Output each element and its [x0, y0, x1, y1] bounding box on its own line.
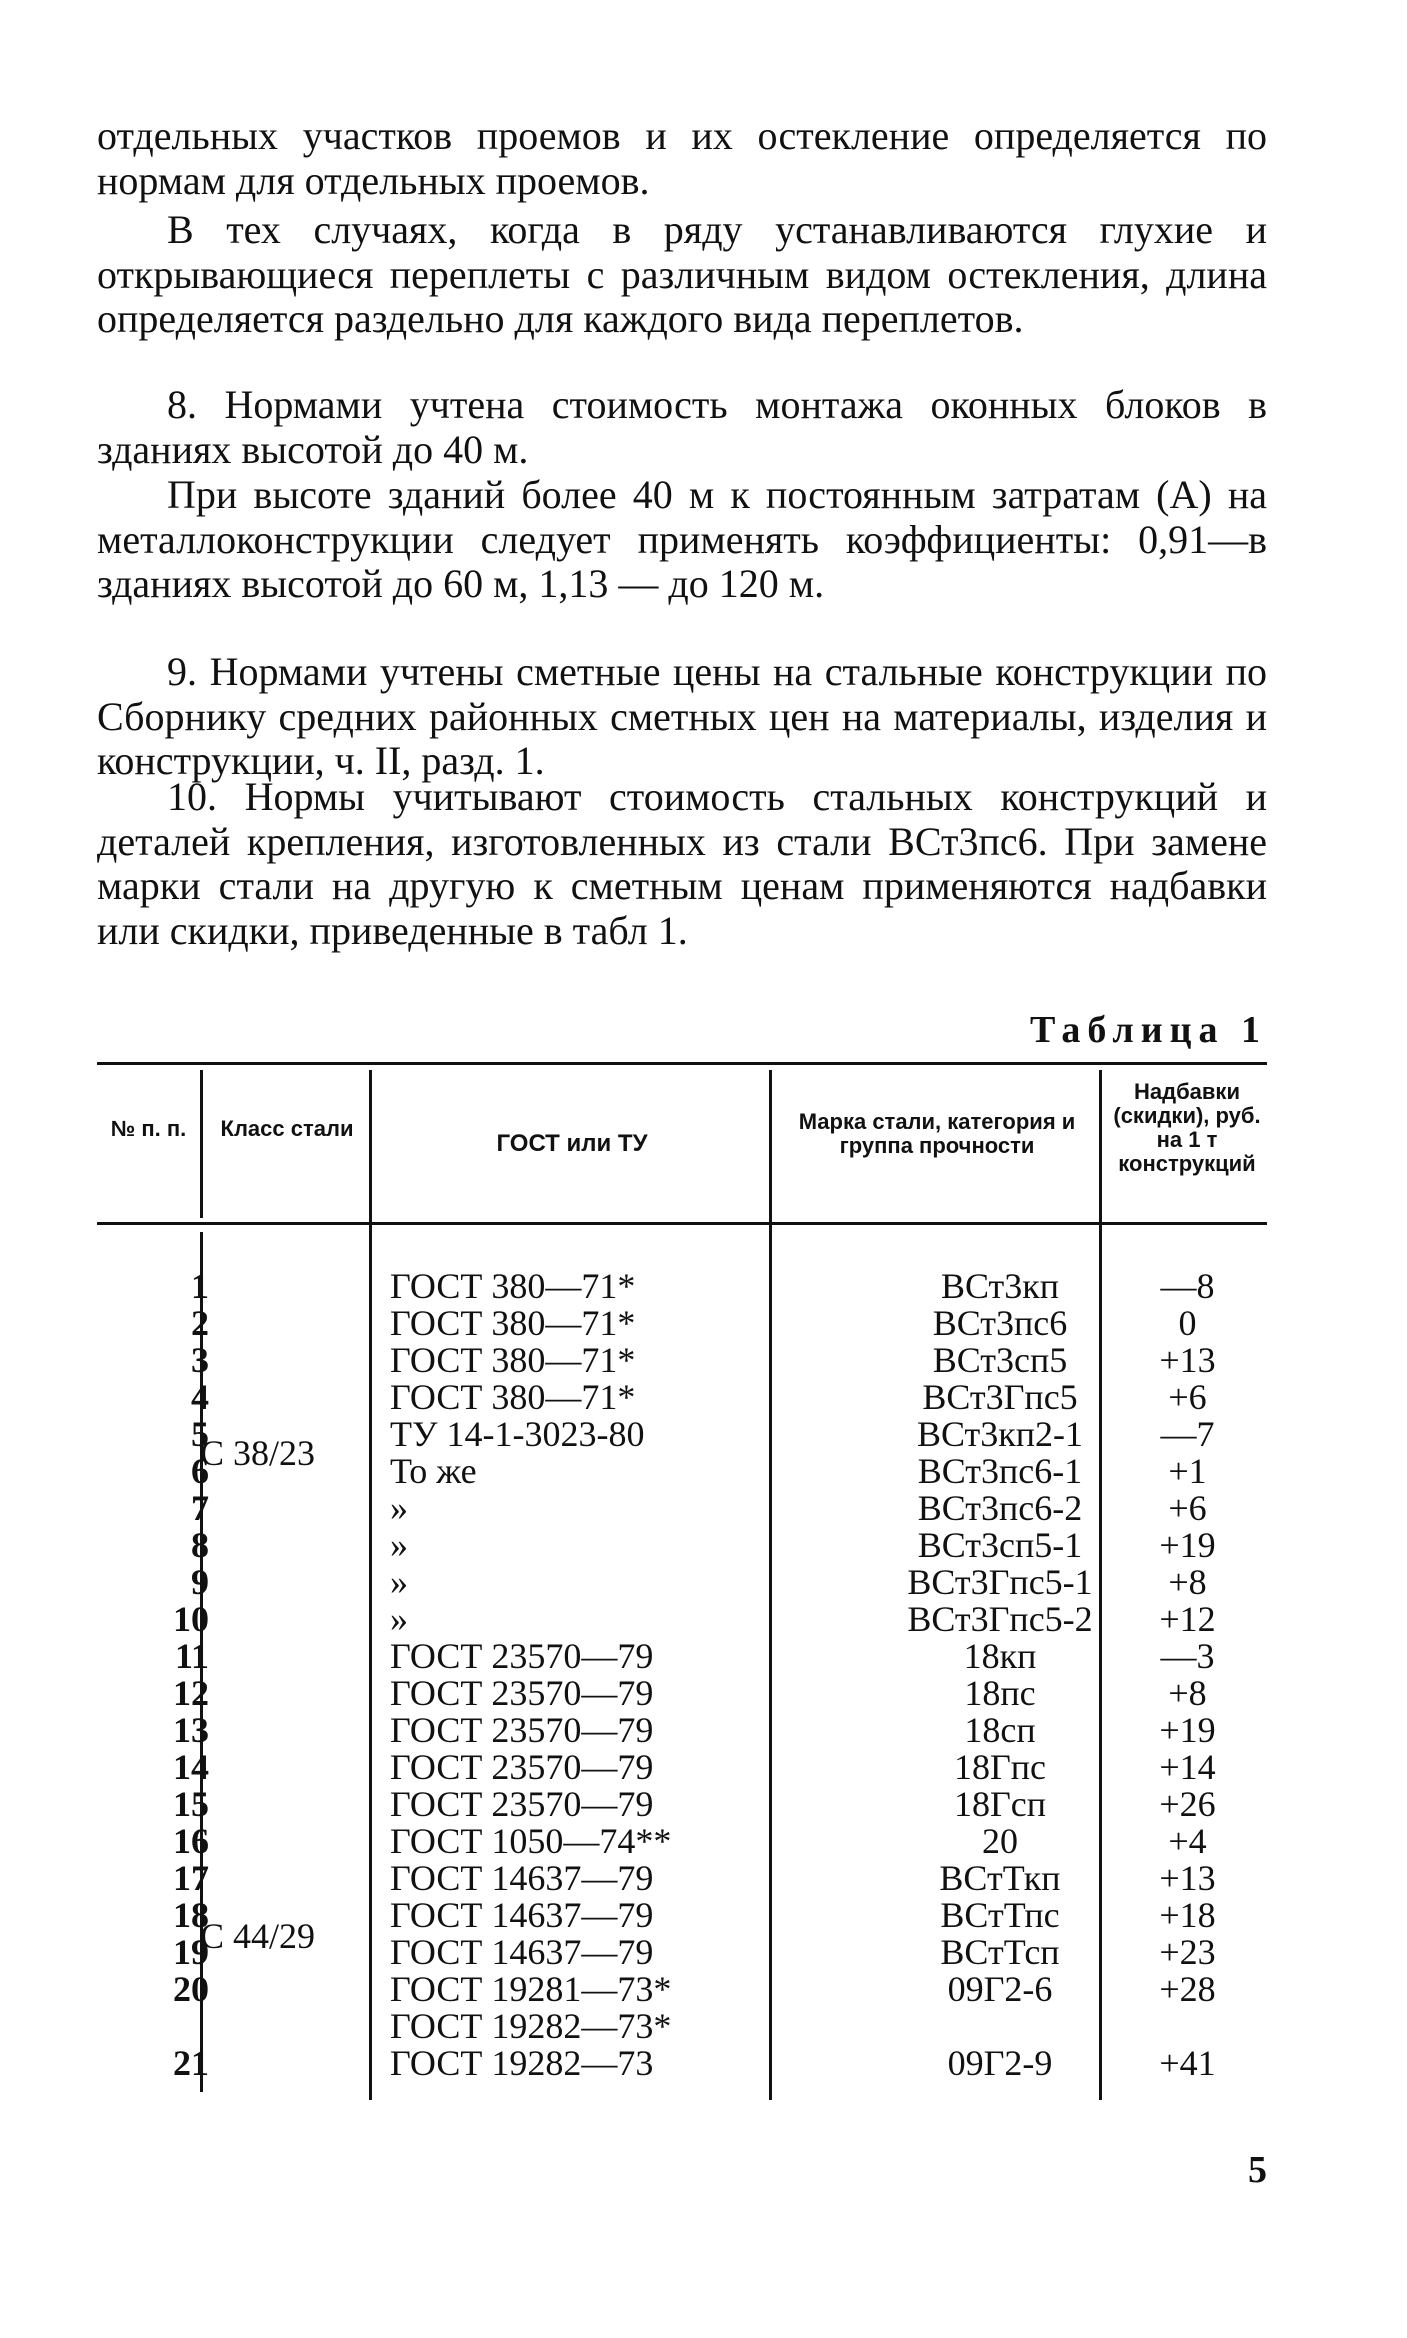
table-cell: [1115, 2008, 1260, 2045]
table-cell: +8: [1168, 1562, 1207, 1602]
table-cell: ГОСТ 14637—79: [390, 1932, 654, 1972]
table-cell: 2: [191, 1303, 209, 1343]
table-cell: ГОСТ 14637—79: [390, 1858, 654, 1898]
table-top-rule: [97, 1062, 1267, 1065]
table-cell: ГОСТ 380—71*: [390, 1266, 636, 1306]
table-cell: ВСт3Гпс5: [922, 1377, 1078, 1417]
table-cell: То же: [390, 1451, 477, 1491]
table-cell: +12: [1159, 1599, 1216, 1639]
table-cell: 0: [1178, 1303, 1197, 1343]
table-cell: 18Гпс: [953, 1747, 1047, 1787]
paragraph: 9. Нормами учтены сметные цены на стальные конструкции по Сборнику средних районных сметных цен на материалы, изделия и конструкции, ч. II, разд. 1.: [97, 649, 1267, 783]
table-cell: 18: [173, 1895, 209, 1935]
paragraph: 10. Нормы учитывают стоимость стальных конструкций и деталей крепления, изготовленных из стали ВСт3пс6. При замене марки стали на другую к сметным ценам применяются надбавки или скидки, приведенные в табл 1.: [97, 774, 1267, 953]
table-cell: +28: [1159, 1969, 1216, 2009]
table-cell: —8: [1160, 1266, 1215, 1306]
table-cell: +14: [1159, 1747, 1216, 1787]
table-cell: +26: [1159, 1784, 1216, 1824]
table-cell: 11: [174, 1636, 209, 1676]
paragraph: 8. Нормами учтена стоимость монтажа оконных блоков в зданиях высотой до 40 м.: [97, 382, 1267, 472]
header-num: № п. п.: [110, 1116, 187, 1141]
table-cell: ВСт3Гпс5-2: [907, 1599, 1093, 1639]
table-cell: +19: [1159, 1525, 1216, 1565]
table-cell: ГОСТ 23570—79: [390, 1784, 654, 1824]
table-cell: »: [390, 1562, 408, 1602]
table-cell: 20: [982, 1821, 1018, 1861]
table-cell: ГОСТ 380—71*: [390, 1377, 636, 1417]
table-cell: 9: [191, 1562, 209, 1602]
table-cell: ГОСТ 19282—73: [390, 2043, 654, 2083]
table-cell: ГОСТ 23570—79: [390, 1673, 654, 1713]
table-cell: 13: [173, 1710, 209, 1750]
table-cell: 3: [191, 1340, 209, 1380]
table-cell: ВСт3сп5: [932, 1340, 1068, 1380]
table-cell: —7: [1160, 1414, 1215, 1454]
table-cell: 12: [173, 1673, 209, 1713]
table-cell: 19: [173, 1932, 209, 1972]
paragraph: В тех случаях, когда в ряду устанавливаются глухие и открывающиеся переплеты с различным видом остекления, длина определяется раздельно для каждого вида переплетов.: [97, 207, 1267, 341]
table-cell: +19: [1159, 1710, 1216, 1750]
table-cell: 18Гсп: [953, 1784, 1047, 1824]
table-cell: ВСт3сп5-1: [917, 1525, 1083, 1565]
header-add: Надбавки (скидки), руб. на 1 т конструкций: [1113, 1079, 1261, 1176]
table-cell: ГОСТ 380—71*: [390, 1303, 636, 1343]
table-cell: ГОСТ 23570—79: [390, 1710, 654, 1750]
header-rule: [97, 1222, 1267, 1225]
table-cell: +6: [1168, 1488, 1207, 1528]
table-cell: 5: [191, 1414, 209, 1454]
table-cell: ВСт3пс6: [932, 1303, 1068, 1343]
table-cell: ВСтТпс: [940, 1895, 1060, 1935]
table-cell: ВСт3кп2-1: [916, 1414, 1084, 1454]
table-cell: 09Г2-9: [947, 2043, 1053, 2083]
table-cell: +6: [1168, 1377, 1207, 1417]
table-cell: 17: [173, 1858, 209, 1898]
column-grade: [895, 1268, 1105, 2082]
table-cell: 10: [173, 1599, 209, 1639]
table-cell: ВСтТсп: [940, 1932, 1060, 1972]
table-cell: 1: [191, 1266, 209, 1306]
table-cell: +13: [1159, 1858, 1216, 1898]
table-cell: —3: [1160, 1636, 1215, 1676]
table-cell: 4: [191, 1377, 209, 1417]
table-cell: 6: [191, 1451, 209, 1491]
table-cell: [895, 2008, 1105, 2045]
table-cell: +8: [1168, 1673, 1207, 1713]
table-cell: ГОСТ 19281—73*: [390, 1969, 672, 2009]
header-gost: ГОСТ или ТУ: [496, 1130, 648, 1157]
column-num: [97, 1268, 209, 2082]
table-cell: ГОСТ 23570—79: [390, 1636, 654, 1676]
table-cell: ГОСТ 380—71*: [390, 1340, 636, 1380]
column-add: [1115, 1268, 1260, 2082]
col-divider: [200, 1070, 203, 1218]
column-gost: [390, 1268, 790, 2082]
table-cell: 18пс: [964, 1673, 1036, 1713]
table-cell: ВСт3Гпс5-1: [907, 1562, 1093, 1602]
table-cell: ВСтТкп: [939, 1858, 1061, 1898]
table-cell: ВСт3пс6-2: [917, 1488, 1083, 1528]
table-cell: ГОСТ 23570—79: [390, 1747, 654, 1787]
class-cell: С 38/23: [200, 1433, 316, 1473]
header-grade: Марка стали, категория и группа прочности: [798, 1109, 1076, 1158]
class-cell: С 44/29: [200, 1916, 316, 1956]
table-cell: 09Г2-6: [947, 1969, 1053, 2009]
header-class: Класс стали: [220, 1116, 354, 1141]
table-cell: 15: [173, 1784, 209, 1824]
table-cell: ГОСТ 1050—74**: [390, 1821, 672, 1861]
table-caption: Таблица 1: [1029, 1009, 1267, 1051]
page-number: 5: [1248, 2149, 1267, 2191]
table-cell: »: [390, 1488, 408, 1528]
table-cell: +41: [1159, 2043, 1216, 2083]
paragraph: отдельных участков проемов и их остекление определяется по нормам для отдельных проемов.: [97, 113, 1267, 203]
table-cell: 16: [173, 1821, 209, 1861]
table-cell: +1: [1168, 1451, 1207, 1491]
table-cell: 7: [191, 1488, 209, 1528]
table-cell: +4: [1168, 1821, 1207, 1861]
table-cell: +13: [1159, 1340, 1216, 1380]
table-cell: +23: [1159, 1932, 1216, 1972]
table-cell: +18: [1159, 1895, 1216, 1935]
table-cell: ГОСТ 19282—73*: [390, 2006, 672, 2046]
table-cell: 14: [173, 1747, 209, 1787]
table-cell: 18сп: [964, 1710, 1036, 1750]
table-cell: ТУ 14-1-3023-80: [390, 1414, 645, 1454]
paragraph: При высоте зданий более 40 м к постоянным затратам (А) на металлоконструкции следует применять коэффициенты: 0,91—в зданиях высотой до 60 м, 1,13 — до 120 м.: [97, 472, 1267, 606]
table-cell: 18кп: [963, 1636, 1037, 1676]
table-cell: [97, 2008, 209, 2045]
table-cell: ГОСТ 14637—79: [390, 1895, 654, 1935]
table-cell: 20: [173, 1969, 209, 2009]
table-cell: 8: [191, 1525, 209, 1565]
table-cell: »: [390, 1599, 408, 1639]
table-cell: 21: [173, 2043, 209, 2083]
table-cell: »: [390, 1525, 408, 1565]
table-cell: ВСт3пс6-1: [917, 1451, 1083, 1491]
table-cell: ВСт3кп: [940, 1266, 1060, 1306]
